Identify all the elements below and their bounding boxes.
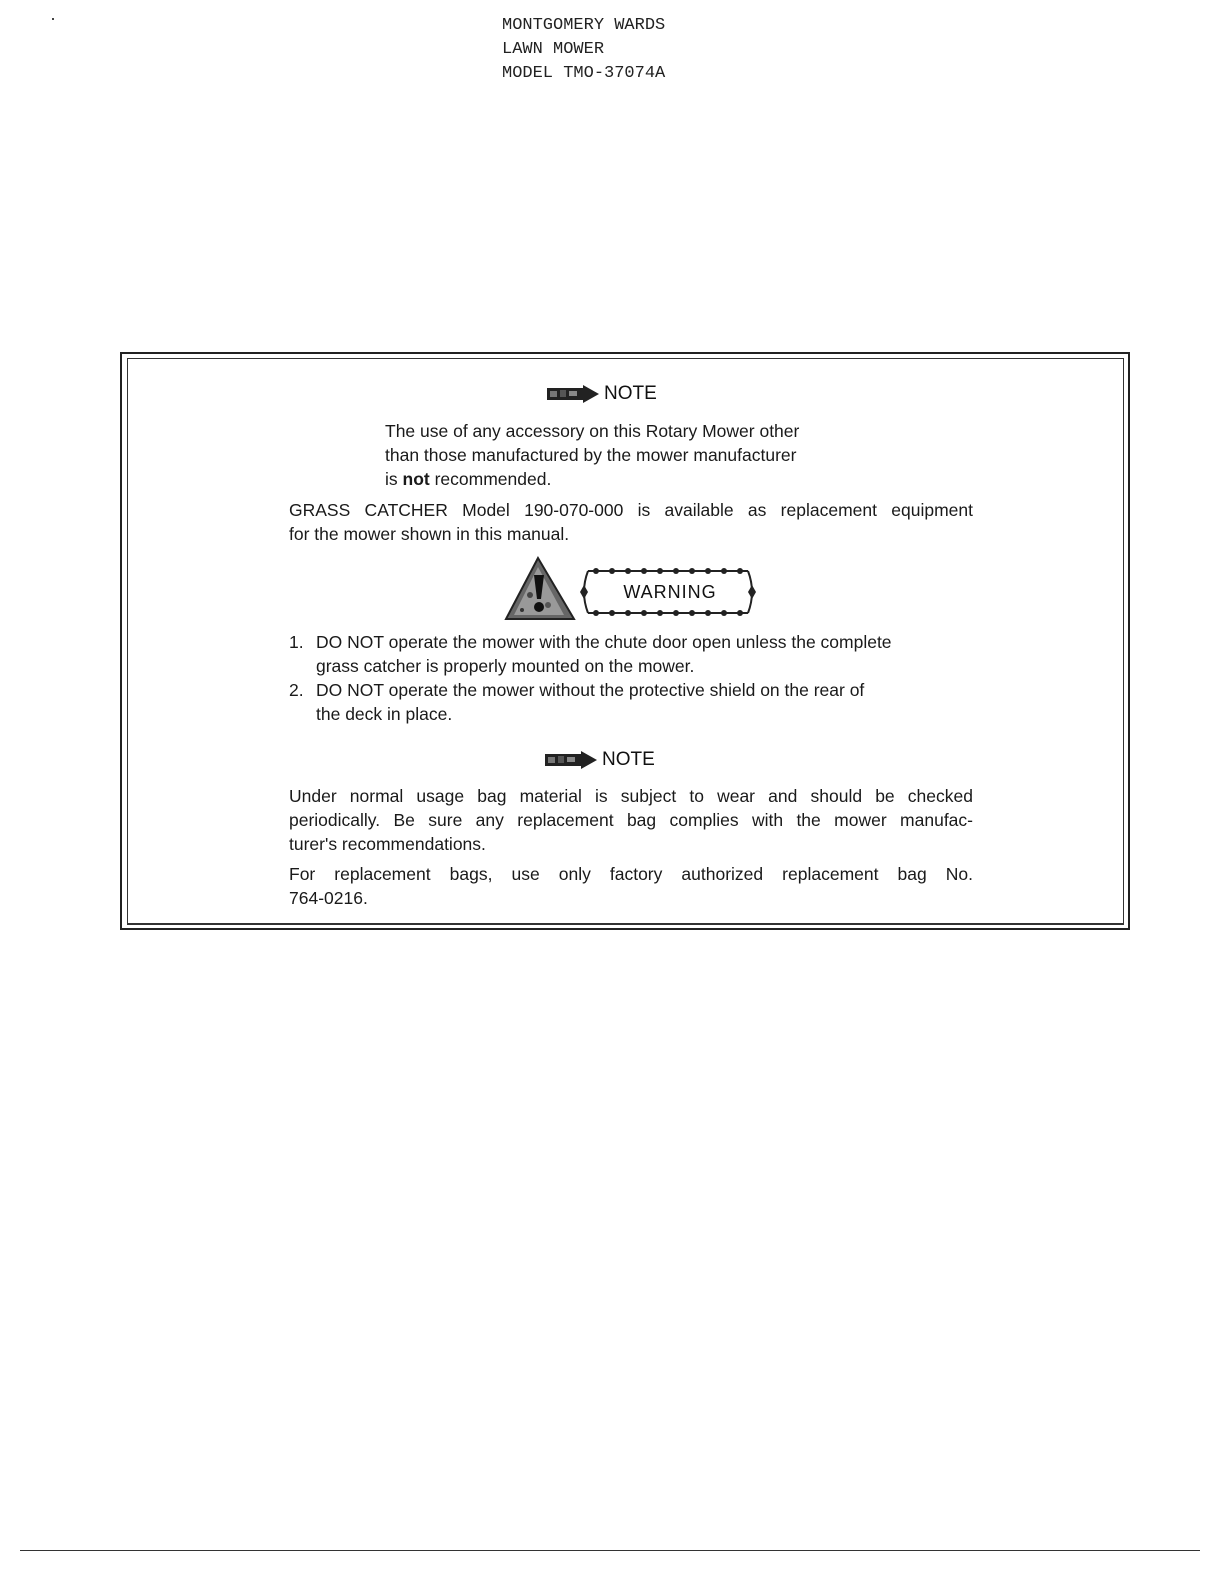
header-product: LAWN MOWER <box>502 40 605 59</box>
accessory-note <box>385 419 799 491</box>
header-model: MODEL TMO-37074A <box>502 64 666 83</box>
warning-triangle-icon <box>506 558 574 619</box>
warning-item-2 <box>289 678 973 726</box>
grass-catcher-paragraph <box>289 498 973 546</box>
bag-wear-line-2: periodically. Be sure any replacement bag complies with the mower manufac- <box>289 810 973 830</box>
line3-prefix: is <box>385 469 403 489</box>
replacement-bag-paragraph <box>289 862 973 910</box>
warning-label: WARNING <box>623 582 717 602</box>
grass-catcher-line-1: GRASS CATCHER Model 190-070-000 is available as replacement equipment <box>289 500 973 520</box>
accessory-note-line-2: than those manufactured by the mower manufacturer <box>385 445 797 465</box>
arrow-pointer-icon <box>544 750 598 770</box>
note-heading-2 <box>544 749 655 771</box>
replacement-bag-line-2: 764-0216. <box>289 888 368 908</box>
line3-suffix: recommended. <box>429 469 552 489</box>
header-brand: MONTGOMERY WARDS <box>502 16 666 35</box>
warning-item-2-line-2: the deck in place. <box>316 704 453 724</box>
bag-wear-line-1: Under normal usage bag material is subject to wear and should be checked <box>289 786 973 806</box>
scan-speck <box>52 18 54 20</box>
warning-item-number: 1. <box>289 632 304 652</box>
bag-wear-paragraph <box>289 784 973 856</box>
warning-item-1-line-1: DO NOT operate the mower with the chute door open unless the complete <box>316 632 892 652</box>
note-heading-1 <box>546 383 657 405</box>
warning-list <box>289 630 973 726</box>
document-header <box>502 14 665 86</box>
grass-catcher-line-2: for the mower shown in this manual. <box>289 524 570 544</box>
note-label: NOTE <box>604 383 657 404</box>
warning-item-2-line-1: DO NOT operate the mower without the protective shield on the rear of <box>316 680 865 700</box>
page-bottom-rule <box>20 1550 1200 1551</box>
note-label: NOTE <box>602 749 655 770</box>
replacement-bag-line-1: For replacement bags, use only factory authorized replacement bag No. <box>289 864 973 884</box>
emphasis-not: not <box>402 469 430 489</box>
warning-item-number: 2. <box>289 680 304 700</box>
accessory-note-line-3 <box>385 467 799 491</box>
accessory-note-line-1: The use of any accessory on this Rotary Mower other <box>385 421 800 441</box>
bag-wear-line-3: turer's recommendations. <box>289 834 486 854</box>
arrow-pointer-icon <box>546 384 600 404</box>
warning-item-1-line-2: grass catcher is properly mounted on the mower. <box>316 656 695 676</box>
warning-item-1 <box>289 630 973 678</box>
